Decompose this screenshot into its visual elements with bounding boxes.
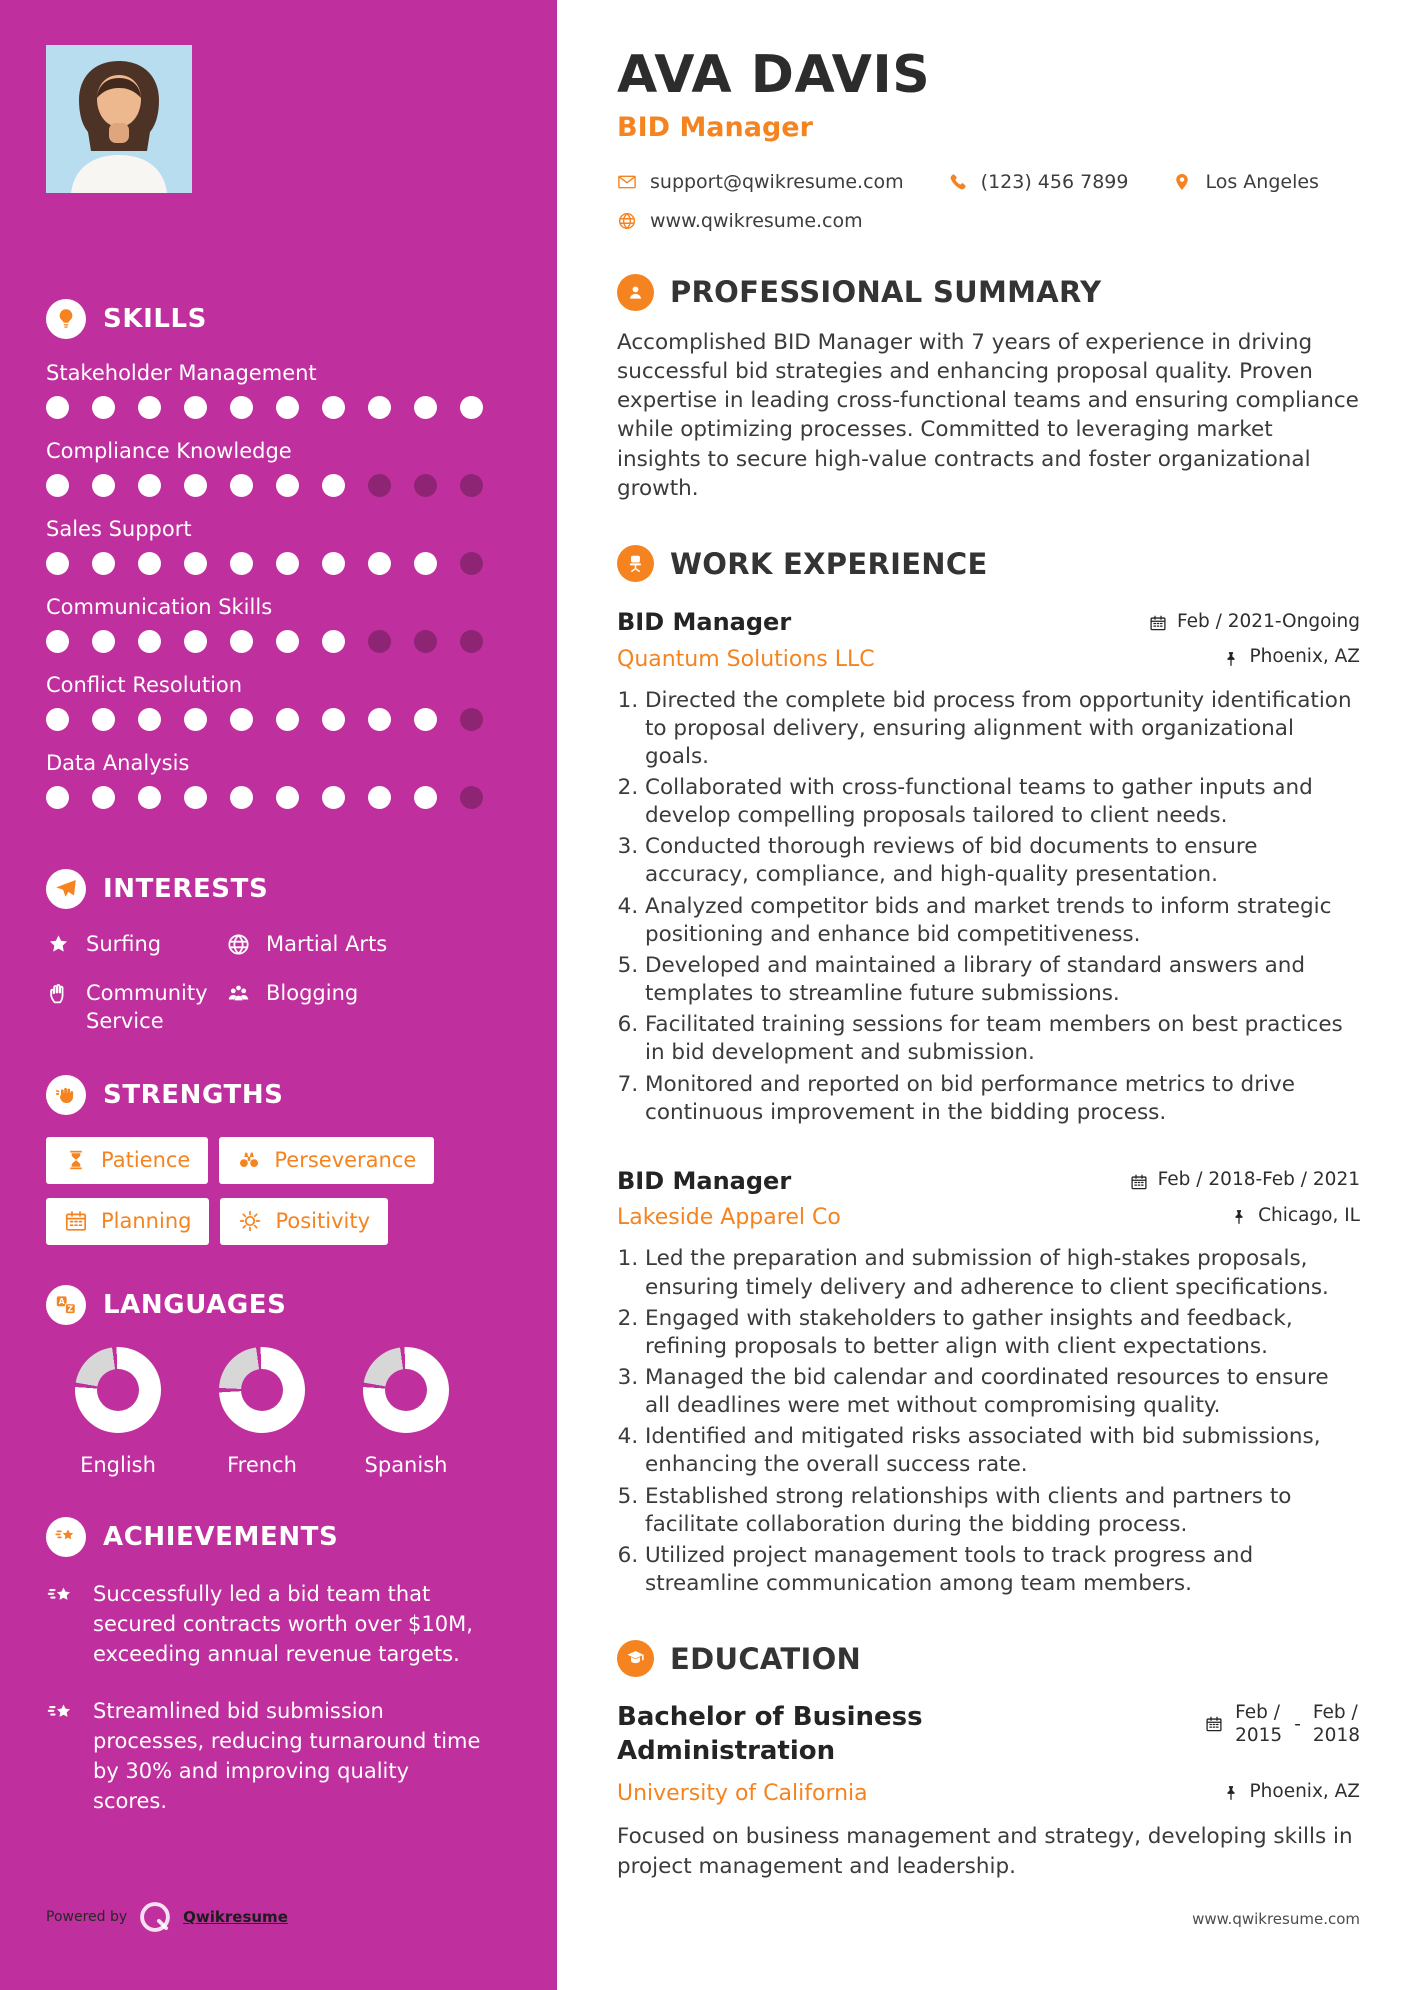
rating-dot-filled [276,708,299,731]
people-icon [226,981,251,1006]
hand-icon [46,981,71,1006]
rating-dot-filled [322,708,345,731]
rating-dot-filled [368,396,391,419]
job-bullet: 5. Developed and maintained a library of standard answers and templates to streamline future submissions. [645,952,1360,1008]
skill-name: Stakeholder Management [46,361,317,385]
date-end-year: 2018 [1312,1725,1360,1747]
rating-dot-filled [230,786,253,809]
languages-section [46,1285,511,1477]
job-bullet: 4. Identified and mitigated risks associated with bid submissions, enhancing the overall success rate. [645,1423,1360,1479]
job-title: BID Manager [617,1166,792,1195]
rating-dot-empty [460,786,483,809]
summary-header [617,274,1360,311]
globe-icon [226,932,251,957]
language-item [363,1347,449,1477]
rating-dot-filled [92,474,115,497]
date-separator: - [1294,1713,1301,1735]
strength-label: Patience [101,1148,191,1173]
translate-icon [54,1293,78,1317]
job-company-row [617,1205,1360,1231]
rating-dot-filled [276,474,299,497]
rating-dot-empty [460,630,483,653]
job-location [1222,646,1361,667]
rating-dot-filled [414,396,437,419]
shooting-star-icon [46,1699,76,1729]
hand-icon [46,981,71,1006]
star-icon [46,932,71,957]
calendar-icon [1149,614,1167,632]
paper-plane-icon [54,877,78,901]
job-location-text: Chicago, IL [1258,1204,1360,1226]
job-bullet: 7. Monitored and reported on bid performance metrics to drive continuous improvement in the bidding process. [645,1071,1360,1127]
skill-item [46,751,511,809]
rating-dot-filled [138,396,161,419]
job-dates-text: Feb / 2021-Ongoing [1177,610,1360,632]
sidebar-footer [46,1899,511,1935]
pushpin-icon [1230,1208,1248,1226]
achievement-text: Successfully led a bid team that secured contracts worth over $10M, exceeding annual revenue targets. [93,1581,473,1667]
achievement-item [46,1696,486,1817]
qwikresume-logo-icon [137,1899,173,1935]
strength-badge [220,1198,388,1245]
powered-by-label: Powered by [46,1909,128,1925]
phone-text: (123) 456 7899 [980,170,1129,193]
rating-dot-filled [368,708,391,731]
globe-icon [617,211,637,231]
rating-dot-filled [276,786,299,809]
pushpin-icon [1230,1208,1248,1226]
rating-dot-filled [184,474,207,497]
rating-dot-filled [184,552,207,575]
achievement-item [46,1579,486,1670]
rating-dot-filled [322,396,345,419]
interest-item [226,931,511,958]
website-text: www.qwikresume.com [650,209,863,232]
interests-section [46,869,511,1035]
main-column [557,0,1407,1990]
gear-icon [238,1209,262,1233]
rating-dot-filled [92,396,115,419]
rating-dot-filled [46,396,69,419]
education-badge [617,1640,654,1677]
rating-dot-filled [230,474,253,497]
rating-dot-empty [414,630,437,653]
achievements-title: ACHIEVEMENTS [103,1521,339,1552]
contact-location [1172,171,1318,193]
shooting-star-icon [46,1699,76,1729]
achievements-section [46,1517,511,1843]
calendar-icon [64,1209,88,1233]
contact-email [617,171,904,193]
experience-badge [617,545,654,582]
rating-dot-filled [460,396,483,419]
education-header [617,1640,1360,1677]
interest-label: Blogging [266,981,359,1006]
skill-rating-dots [46,630,511,653]
skill-rating-dots [46,552,511,575]
interests-list [46,931,511,1035]
contact-row-1 [617,171,1360,193]
strengths-section [46,1075,511,1245]
graduation-icon [625,1648,646,1669]
summary-badge [617,274,654,311]
globe-icon [617,211,637,231]
shooting-star-icon [46,1582,76,1612]
rating-dot-filled [230,708,253,731]
job-company: Lakeside Apparel Co [617,1205,841,1231]
location-pin-icon [1172,172,1192,192]
skill-item [46,517,511,575]
job-dates [1149,611,1360,632]
pushpin-icon [1222,650,1240,668]
job-bullet: 3. Conducted thorough reviews of bid documents to ensure accuracy, compliance, and high-quality presentation. [645,833,1360,889]
lightbulb-icon [54,307,78,331]
qwikresume-link[interactable]: Qwikresume [183,1908,288,1926]
skills-header [46,299,511,339]
office-chair-icon [625,553,646,574]
job-bullet: 6. Facilitated training sessions for team members on best practices in bid development and submission. [645,1011,1360,1067]
experience-section [617,545,1360,1598]
interest-label: Martial Arts [266,932,388,956]
rating-dot-empty [460,552,483,575]
rating-dot-filled [368,786,391,809]
strength-label: Perseverance [274,1148,417,1173]
rating-dot-filled [230,396,253,419]
rating-dot-filled [414,708,437,731]
email-text: support@qwikresume.com [650,170,904,193]
rating-dot-empty [414,474,437,497]
person-icon [625,282,646,303]
summary-section [617,274,1360,503]
skills-section [46,299,511,829]
portrait-illustration [46,45,192,193]
footer-website: www.qwikresume.com [1192,1910,1360,1928]
job-bullet: 2. Collaborated with cross-functional teams to gather inputs and develop compelling proposals tailored to client needs. [645,774,1360,830]
calendar-icon [1130,1173,1148,1191]
summary-text: Accomplished BID Manager with 7 years of experience in driving successful bid strategies and enhancing proposal quality. Proven expertise in leading cross-functional teams and ensuring compliance while optimizing processes. Committed to leveraging market insights to secure high-value contracts and foster organizational growth. [617,329,1359,501]
strength-badge [46,1137,208,1184]
shooting-star-icon [54,1525,78,1549]
language-item [75,1347,161,1477]
globe-icon [226,932,251,957]
rating-dot-empty [460,708,483,731]
skill-name: Communication Skills [46,595,273,619]
language-label: English [80,1452,156,1477]
date-start-month: Feb / [1235,1702,1280,1724]
interests-header [46,869,511,909]
rating-dot-filled [184,708,207,731]
job-bullets [617,687,1360,1127]
skill-item [46,439,511,497]
strengths-list [46,1137,486,1245]
rating-dot-filled [276,396,299,419]
education-school-row [617,1781,1360,1807]
job-bullet: 3. Managed the bid calendar and coordinated resources to ensure all deadlines were met without compromising quality. [645,1364,1360,1420]
rating-dot-empty [368,630,391,653]
education-description: Focused on business management and strategy, developing skills in project management and leadership. [617,1824,1353,1879]
strength-badge [46,1198,209,1245]
rating-dot-empty [460,474,483,497]
interests-title: INTERESTS [103,874,269,904]
rating-dot-filled [184,630,207,653]
strength-label: Positivity [275,1209,370,1234]
interest-item [46,931,226,958]
phone-icon [948,172,968,192]
star-icon [46,932,71,957]
language-label: Spanish [364,1452,448,1477]
location-text: Los Angeles [1205,170,1319,193]
candidate-role: BID Manager [617,111,813,143]
rating-dot-filled [276,630,299,653]
strength-badge [219,1137,434,1184]
rating-dot-filled [276,552,299,575]
rating-dot-filled [368,552,391,575]
svg-text:A: A [58,1296,65,1306]
job-bullet: 4. Analyzed competitor bids and market trends to inform strategic positioning and enhance bid competitiveness. [645,893,1360,949]
job-bullet: 1. Led the preparation and submission of high-stakes proposals, ensuring timely delivery and adherence to client specifications. [645,1245,1360,1301]
date-start [1235,1701,1282,1747]
skills-badge [46,299,86,339]
interest-label: Surfing [86,932,162,956]
degree-name: Bachelor of Business Administration [617,1702,923,1767]
email-icon [617,172,637,192]
rating-dot-filled [46,474,69,497]
education-section [617,1640,1360,1881]
lightbulb-icon [54,307,78,331]
rating-dot-filled [322,630,345,653]
contact-block [617,171,1360,232]
achievements-list [46,1579,511,1817]
calendar-icon [1205,1715,1223,1733]
education-degree-row [617,1701,1360,1769]
rating-dot-filled [46,786,69,809]
job-title-row [617,608,1360,636]
languages-list [75,1347,511,1477]
job-company-row [617,646,1360,672]
calendar-icon [1149,614,1167,632]
date-end-month: Feb / [1312,1702,1358,1724]
rating-dot-filled [322,786,345,809]
job-entry [617,608,1360,1127]
date-start-year: 2015 [1235,1725,1283,1747]
job-dates-text: Feb / 2018-Feb / 2021 [1157,1169,1360,1191]
rating-dot-filled [414,786,437,809]
profile-photo [46,45,192,193]
job-title-row [617,1167,1360,1195]
hourglass-icon [64,1148,88,1172]
rating-dot-filled [230,552,253,575]
skill-rating-dots [46,474,511,497]
languages-header [46,1285,511,1325]
pushpin-icon [1222,1784,1240,1802]
fist-icon [54,1083,78,1107]
strengths-title: STRENGTHS [103,1079,284,1110]
interests-badge [46,869,86,909]
calendar-icon [1205,1715,1223,1733]
rating-dot-filled [92,708,115,731]
education-location [1222,1781,1361,1802]
job-entry [617,1167,1360,1598]
language-donut-chart [363,1347,449,1433]
contact-website [617,210,863,232]
language-donut-chart [75,1347,161,1433]
calendar-icon [1130,1173,1148,1191]
job-bullet: 5. Established strong relationships with clients and partners to facilitate collaboration during the bidding process. [645,1483,1360,1539]
pushpin-icon [1222,650,1240,668]
job-location [1230,1205,1360,1226]
contact-phone [948,171,1129,193]
people-icon [226,981,251,1006]
skills-list [46,361,511,809]
contact-row-2 [617,210,1360,232]
rating-dot-filled [322,474,345,497]
shooting-star-icon [54,1525,78,1549]
job-dates [1130,1169,1360,1190]
shooting-star-icon [46,1582,76,1612]
rating-dot-filled [138,708,161,731]
rating-dot-filled [322,552,345,575]
rating-dot-filled [184,396,207,419]
pushpin-icon [1222,1784,1240,1802]
interest-label: Community Service [86,981,208,1033]
education-title: EDUCATION [670,1641,862,1676]
location-pin-icon [1172,172,1192,192]
skill-name: Sales Support [46,517,192,541]
gear-icon [238,1209,262,1233]
hourglass-icon [64,1148,88,1172]
skill-rating-dots [46,396,511,419]
job-bullet: 2. Engaged with stakeholders to gather insights and feedback, refining proposals to better align with client expectations. [645,1305,1360,1361]
svg-text:Z: Z [67,1304,74,1314]
job-bullet: 1. Directed the complete bid process from opportunity identification to proposal delivery, ensuring alignment with organizational goals. [645,687,1360,771]
rating-dot-empty [368,474,391,497]
sidebar [0,0,557,1990]
email-icon [617,172,637,192]
rating-dot-filled [92,630,115,653]
achievements-badge [46,1517,86,1557]
skill-name: Data Analysis [46,751,190,775]
strengths-badge [46,1075,86,1115]
languages-title: LANGUAGES [103,1289,287,1320]
experience-header [617,545,1360,582]
summary-title: PROFESSIONAL SUMMARY [670,275,1102,310]
rating-dot-filled [138,474,161,497]
person-icon [625,282,646,303]
office-chair-icon [625,553,646,574]
binoculars-icon [237,1148,261,1172]
skill-name: Conflict Resolution [46,673,243,697]
rating-dot-filled [230,630,253,653]
jobs-list [617,608,1360,1598]
strength-label: Planning [101,1209,192,1234]
rating-dot-filled [46,708,69,731]
rating-dot-filled [414,552,437,575]
education-location-text: Phoenix, AZ [1249,1780,1360,1802]
calendar-icon [64,1209,88,1233]
job-bullets [617,1245,1360,1598]
rating-dot-filled [138,630,161,653]
rating-dot-filled [46,630,69,653]
candidate-name: AVA DAVIS [617,45,931,105]
rating-dot-filled [92,786,115,809]
job-location-text: Phoenix, AZ [1249,646,1360,667]
skill-rating-dots [46,708,511,731]
rating-dot-filled [138,552,161,575]
fist-icon [54,1083,78,1107]
interest-item [226,980,511,1035]
interest-item [46,980,226,1035]
achievement-text: Streamlined bid submission processes, reducing turnaround time by 30% and improving quality scores. [93,1698,481,1814]
skill-rating-dots [46,786,511,809]
job-bullet: 6. Utilized project management tools to track progress and streamline communication among team members. [645,1542,1360,1598]
strengths-header [46,1075,511,1115]
job-company: Quantum Solutions LLC [617,646,875,672]
binoculars-icon [237,1148,261,1172]
skill-item [46,673,511,731]
date-end [1313,1701,1360,1747]
paper-plane-icon [54,877,78,901]
education-dates [1205,1701,1360,1747]
translate-icon [54,1293,78,1317]
rating-dot-filled [138,786,161,809]
experience-title: WORK EXPERIENCE [670,546,988,581]
skill-item [46,361,511,419]
language-label: French [227,1452,297,1477]
skill-name: Compliance Knowledge [46,439,292,463]
job-title: BID Manager [617,608,792,636]
language-donut-chart [219,1347,305,1433]
rating-dot-filled [46,552,69,575]
language-item [219,1347,305,1477]
skill-item [46,595,511,653]
qwikresume-logo-icon [137,1899,173,1935]
achievements-header [46,1517,511,1557]
languages-badge [46,1285,86,1325]
skills-title: SKILLS [103,304,208,334]
phone-icon [948,172,968,192]
graduation-icon [625,1648,646,1669]
rating-dot-filled [184,786,207,809]
rating-dot-filled [92,552,115,575]
school-name: University of California [617,1781,868,1807]
